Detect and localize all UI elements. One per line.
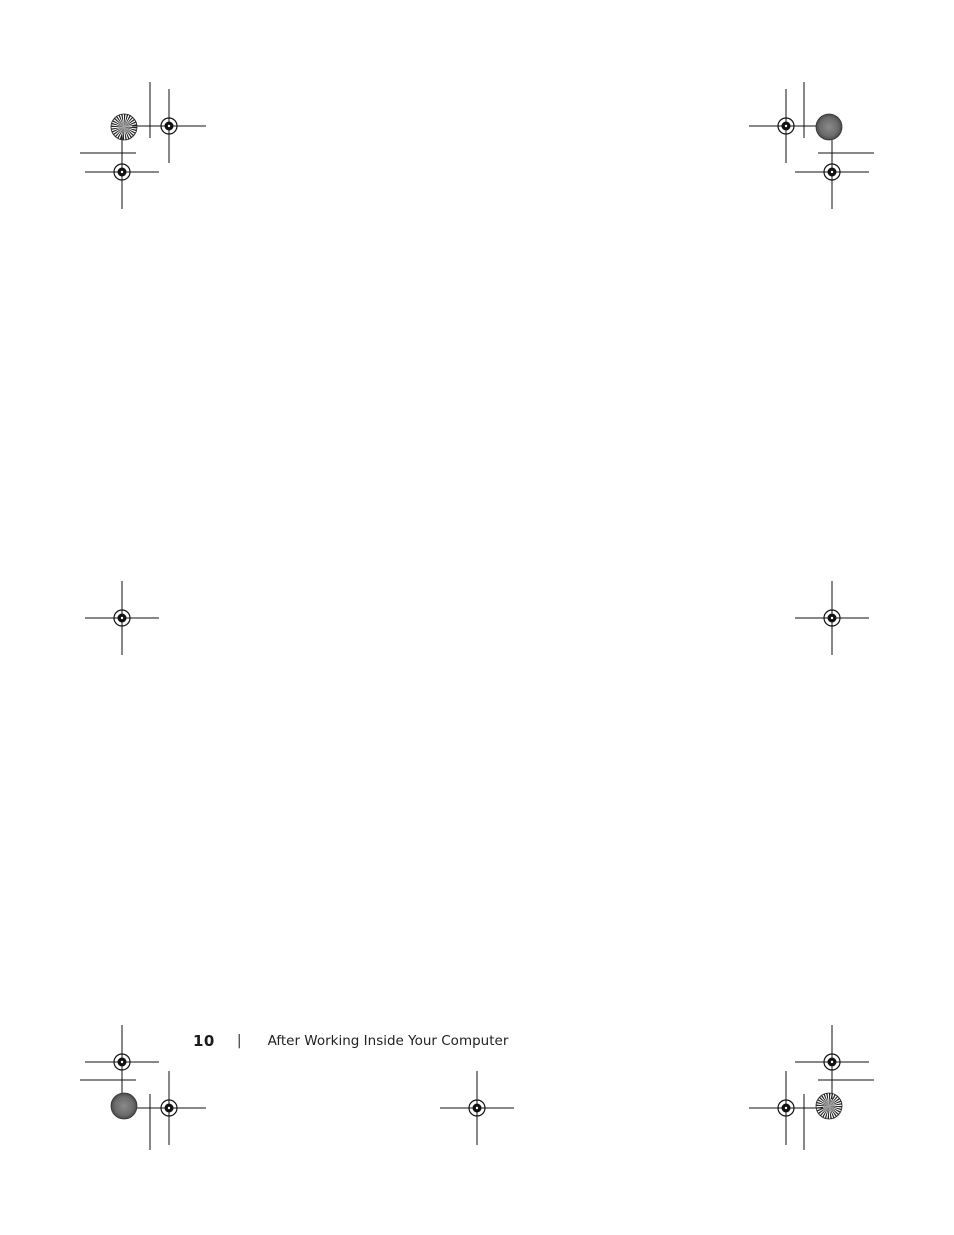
registration-mark-icon [795, 1025, 869, 1099]
registration-mark-icon [85, 1025, 159, 1099]
footer-separator: | [236, 1033, 242, 1049]
starburst-target-icon [816, 1093, 842, 1119]
starburst-target-icon [111, 114, 137, 140]
registration-mark-icon [132, 89, 206, 163]
registration-mark-icon [795, 135, 869, 209]
crop-marks-top-right [804, 82, 874, 153]
registration-mark-icon [749, 89, 823, 163]
registration-mark-icon [795, 581, 869, 655]
grey-dot-target-icon [111, 1093, 137, 1119]
grey-dot-target-icon [816, 114, 842, 140]
crop-marks-bottom-right [804, 1080, 874, 1150]
registration-mark-icon [85, 135, 159, 209]
page-footer [193, 1030, 508, 1052]
registration-mark-icon [85, 581, 159, 655]
chapter-title: After Working Inside Your Computer [267, 1033, 509, 1049]
registration-mark-icon [440, 1071, 514, 1145]
page-number: 10 [193, 1032, 215, 1050]
registration-mark-icon [749, 1071, 823, 1145]
registration-mark-icon [132, 1071, 206, 1145]
